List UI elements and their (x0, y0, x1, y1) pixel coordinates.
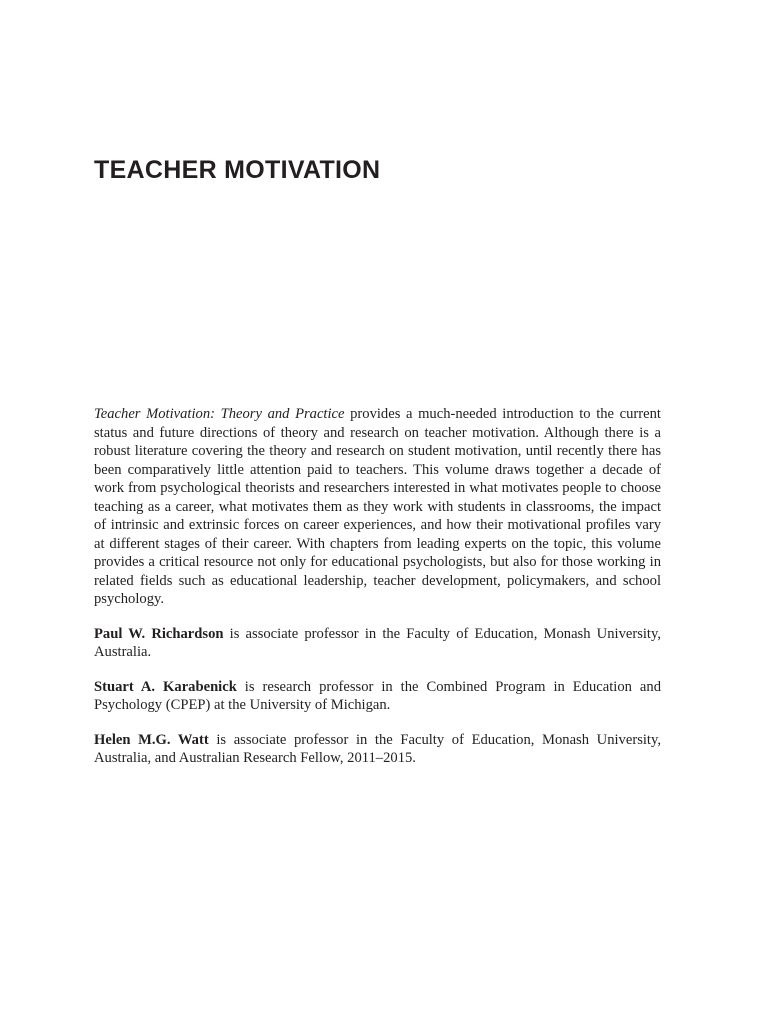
description-paragraph (94, 405, 661, 609)
editor-name: Paul W. Richardson (94, 625, 224, 642)
description-text: provides a much-needed introduction to the current status and future directions of theory and research on teacher motivation. Although there is a robust literature covering the theory and research on student motivation, until recently there has been comparatively little attention paid to teachers. This volume draws together a decade of work from psychological theorists and researchers interested in what motivates people to choose teaching as a career, what motivates them as they work with students in classrooms, the impact of intrinsic and extrinsic forces on career experiences, and how their motivational profiles vary at different stages of their career. With chapters from leading experts on the topic, this volume provides a critical resource not only for educational psychologists, but also for those working in related fields such as educational leadership, teacher development, policymakers, and school psychology. (94, 406, 661, 607)
editor-bio-karabenick (94, 678, 661, 715)
editor-name: Stuart A. Karabenick (94, 678, 237, 695)
editor-bio-watt (94, 731, 661, 768)
page-title: TEACHER MOTIVATION (94, 156, 381, 184)
editor-name: Helen M.G. Watt (94, 731, 209, 748)
book-title: Teacher Motivation: Theory and Practice (94, 406, 345, 422)
editor-bio-text: is research professor in the Combined Program in Education and Psychology (CPEP) at the University of Michigan. (94, 678, 661, 713)
book-blurb (94, 405, 661, 784)
editor-bio-richardson (94, 625, 661, 662)
editor-bio-text: is associate professor in the Faculty of Education, Monash University, Australia. (94, 625, 661, 660)
editor-bio-text: is associate professor in the Faculty of Education, Monash University, Australia, and Australian Research Fellow, 2011–2015. (94, 731, 661, 766)
